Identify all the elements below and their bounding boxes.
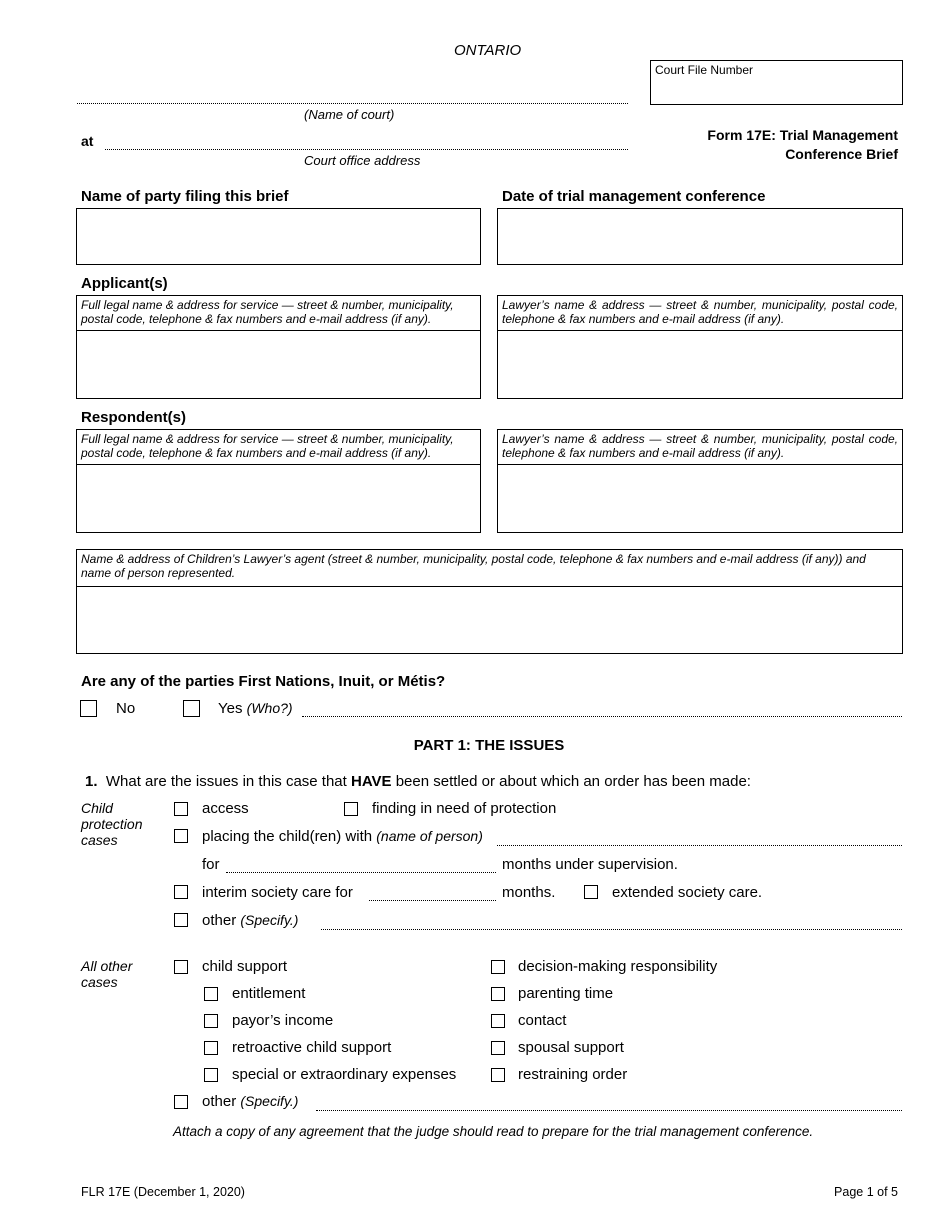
payors-income-checkbox[interactable] xyxy=(204,1014,218,1028)
court-office-caption: Court office address xyxy=(304,153,421,168)
childrens-lawyer-box[interactable] xyxy=(76,549,903,654)
spousal-support-label: spousal support xyxy=(518,1039,624,1056)
applicant-party-caption: Full legal name & address for service — street & number, municipality, postal code, telephone & fax numbers and e-mail address (if any). xyxy=(77,296,480,331)
page-number: Page 1 of 5 xyxy=(834,1185,898,1199)
placing-person-field[interactable] xyxy=(497,845,902,846)
retroactive-label: retroactive child support xyxy=(232,1039,392,1056)
spousal-support-checkbox[interactable] xyxy=(491,1041,505,1055)
placing-label xyxy=(202,828,483,845)
name-of-person-text: (name of person) xyxy=(376,828,483,844)
at-label: at xyxy=(81,133,94,149)
respondent-party-box[interactable] xyxy=(76,429,481,533)
entitlement-label: entitlement xyxy=(232,985,306,1002)
ao-other-label xyxy=(202,1093,298,1110)
name-of-court-caption: (Name of court) xyxy=(304,107,395,122)
months-label: months. xyxy=(502,884,556,901)
decision-making-label: decision-making responsibility xyxy=(518,958,718,975)
contact-checkbox[interactable] xyxy=(491,1014,505,1028)
no-checkbox[interactable] xyxy=(80,700,97,717)
ao-other-checkbox[interactable] xyxy=(174,1095,188,1109)
child-protection-label: Child protection cases xyxy=(81,800,143,848)
who-text: (Who?) xyxy=(246,700,293,716)
finding-checkbox[interactable] xyxy=(344,802,358,816)
cp-other-checkbox[interactable] xyxy=(174,913,188,927)
yes-label xyxy=(218,700,293,717)
court-office-address-field[interactable] xyxy=(105,149,628,150)
all-other-label: All other cases xyxy=(81,958,133,990)
yes-checkbox[interactable] xyxy=(183,700,200,717)
attach-note: Attach a copy of any agreement that the judge should read to prepare for the trial management conference. xyxy=(173,1124,814,1139)
finding-label: finding in need of protection xyxy=(372,800,557,817)
cp-specify-text: (Specify.) xyxy=(240,912,299,928)
interim-care-label: interim society care for xyxy=(202,884,353,901)
contact-label: contact xyxy=(518,1012,567,1029)
decision-making-checkbox[interactable] xyxy=(491,960,505,974)
child-support-checkbox[interactable] xyxy=(174,960,188,974)
restraining-order-label: restraining order xyxy=(518,1066,628,1083)
form-title-line2: Conference Brief xyxy=(785,146,898,162)
entitlement-checkbox[interactable] xyxy=(204,987,218,1001)
interim-care-checkbox[interactable] xyxy=(174,885,188,899)
ao-other-text: other xyxy=(202,1093,237,1110)
question-number: 1. xyxy=(85,773,98,790)
access-label: access xyxy=(202,800,249,817)
child-support-label: child support xyxy=(202,958,288,975)
retroactive-checkbox[interactable] xyxy=(204,1041,218,1055)
date-of-conference-field[interactable] xyxy=(497,208,903,265)
ao-other-field[interactable] xyxy=(316,1110,902,1111)
date-of-conference-label: Date of trial management conference xyxy=(502,188,766,205)
who-field[interactable] xyxy=(302,716,902,717)
supervision-months-field[interactable] xyxy=(226,872,496,873)
parenting-time-label: parenting time xyxy=(518,985,614,1002)
months-supervision-label: months under supervision. xyxy=(502,856,678,873)
question-text-before: What are the issues in this case that xyxy=(105,773,347,790)
respondent-lawyer-caption: Lawyer’s name & address — street & number, municipality, postal code, telephone & fax numbers and e-mail address (if any). xyxy=(498,430,902,465)
cp-other-label xyxy=(202,912,298,929)
court-file-number-box[interactable] xyxy=(650,60,903,105)
applicant-lawyer-box[interactable] xyxy=(497,295,903,399)
cp-other-text: other xyxy=(202,912,237,929)
placing-text: placing the child(ren) with xyxy=(202,828,373,845)
applicant-lawyer-caption: Lawyer’s name & address — street & number, municipality, postal code, telephone & fax numbers and e-mail address (if any). xyxy=(498,296,902,331)
extended-care-checkbox[interactable] xyxy=(584,885,598,899)
form-title xyxy=(707,126,898,164)
placing-checkbox[interactable] xyxy=(174,829,188,843)
form-id: FLR 17E (December 1, 2020) xyxy=(81,1185,245,1199)
cp-other-field[interactable] xyxy=(321,929,902,930)
ao-specify-text: (Specify.) xyxy=(240,1093,299,1109)
form-title-line1: Form 17E: Trial Management xyxy=(707,127,898,143)
respondent-lawyer-box[interactable] xyxy=(497,429,903,533)
childrens-lawyer-caption: Name & address of Children’s Lawyer’s agent (street & number, municipality, postal code, telephone & fax numbers and e-mail address (if any)) and name of person represented. xyxy=(77,550,902,587)
name-of-party-field[interactable] xyxy=(76,208,481,265)
interim-months-field[interactable] xyxy=(369,900,496,901)
no-label: No xyxy=(116,700,136,717)
jurisdiction: ONTARIO xyxy=(454,42,522,59)
indigenous-question: Are any of the parties First Nations, Inuit, or Métis? xyxy=(81,673,446,690)
parenting-time-checkbox[interactable] xyxy=(491,987,505,1001)
access-checkbox[interactable] xyxy=(174,802,188,816)
court-file-number-label: Court File Number xyxy=(655,63,754,77)
special-expenses-label: special or extraordinary expenses xyxy=(232,1066,457,1083)
yes-text: Yes xyxy=(218,700,243,717)
restraining-order-checkbox[interactable] xyxy=(491,1068,505,1082)
special-expenses-checkbox[interactable] xyxy=(204,1068,218,1082)
name-of-party-label: Name of party filing this brief xyxy=(81,188,289,205)
for-label: for xyxy=(202,856,220,873)
extended-care-label: extended society care. xyxy=(612,884,763,901)
applicants-heading: Applicant(s) xyxy=(81,275,168,292)
question-text-after: been settled or about which an order has been made: xyxy=(395,773,751,790)
question-1 xyxy=(85,773,751,790)
respondent-party-caption: Full legal name & address for service — street & number, municipality, postal code, telephone & fax numbers and e-mail address (if any). xyxy=(77,430,480,465)
payors-income-label: payor’s income xyxy=(232,1012,334,1029)
question-text-emph: HAVE xyxy=(350,773,392,790)
respondents-heading: Respondent(s) xyxy=(81,409,186,426)
applicant-party-box[interactable] xyxy=(76,295,481,399)
part1-title: PART 1: THE ISSUES xyxy=(413,737,565,754)
name-of-court-field[interactable] xyxy=(77,103,628,104)
